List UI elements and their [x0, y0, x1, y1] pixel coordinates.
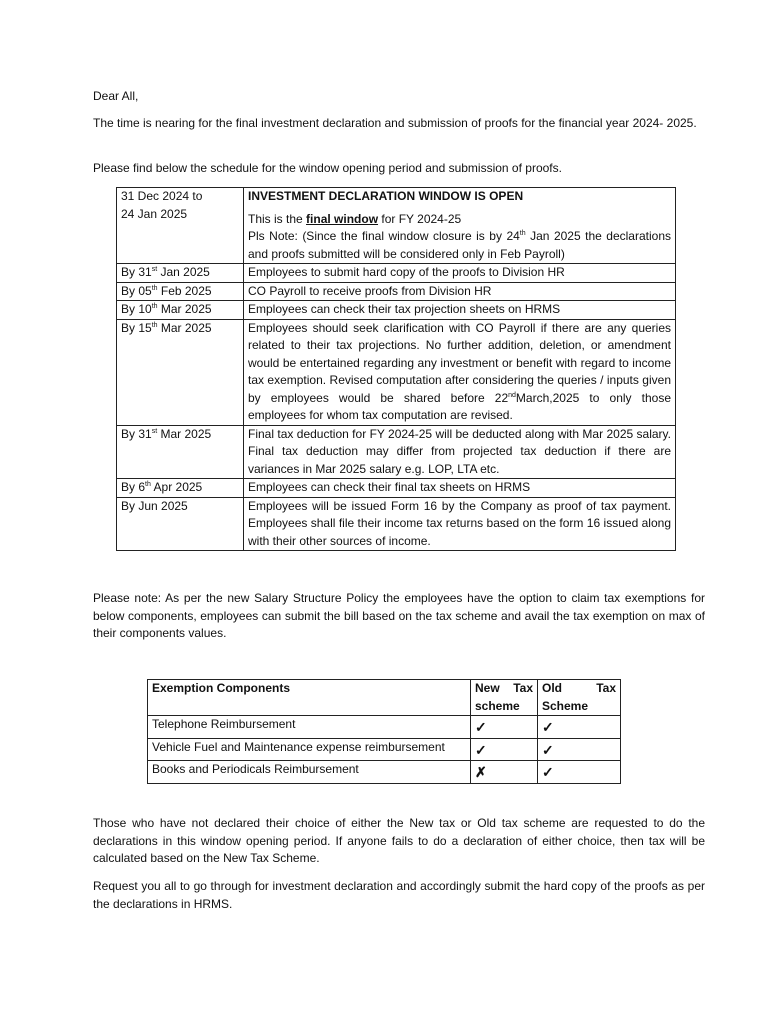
exemptions-table	[147, 679, 621, 784]
description-cell: Employees should seek clarification with CO Payroll if there are any queries related to their tax projections. No further addition, deletion, or amendment would be entertained regarding any investment or benefit with regard to income tax exemption. Revised computation after considering the queries / inputs given by employees would be shared before 22ndMarch,2025 to only those employees for whom tax computation are revised.	[244, 319, 676, 425]
new-tax-mark	[471, 738, 538, 761]
table-row	[117, 425, 676, 479]
new-tax-mark	[471, 716, 538, 739]
table-row	[117, 497, 676, 551]
table-header-row	[148, 680, 621, 716]
check-icon: ✓	[542, 719, 554, 735]
table-row	[148, 761, 621, 784]
header-new-tax: New Tax scheme	[471, 680, 538, 716]
window-heading: INVESTMENT DECLARATION WINDOW IS OPEN	[248, 189, 524, 203]
final-window-line: This is the final window for FY 2024-25	[248, 211, 462, 226]
date-cell: By Jun 2025	[117, 497, 244, 551]
old-tax-mark	[538, 761, 621, 784]
component-name: Telephone Reimbursement	[148, 716, 471, 739]
new-tax-mark	[471, 761, 538, 784]
description-cell: CO Payroll to receive proofs from Division HR	[244, 282, 676, 301]
old-tax-mark	[538, 738, 621, 761]
old-tax-mark	[538, 716, 621, 739]
date-cell: By 15th Mar 2025	[117, 319, 244, 425]
component-name: Books and Periodicals Reimbursement	[148, 761, 471, 784]
table-row	[117, 188, 676, 264]
closing-paragraph-1: Those who have not declared their choice of either the New tax or Old tax scheme are requested to do the declarations in this window opening period. If anyone fails to do a declaration of either choice, then tax will be calculated based on the New Tax Scheme.	[93, 816, 705, 865]
description-cell: Employees can check their tax projection sheets on HRMS	[244, 301, 676, 320]
description-cell	[244, 188, 676, 264]
check-icon: ✓	[475, 741, 487, 758]
header-old-tax: Old Tax Scheme	[538, 680, 621, 716]
intro-paragraph: The time is nearing for the final investment declaration and submission of proofs for the financial year 2024- 2025.	[93, 116, 697, 130]
check-icon: ✓	[542, 764, 554, 780]
description-cell: Employees to submit hard copy of the proofs to Division HR	[244, 264, 676, 283]
date-cell: 31 Dec 2024 to 24 Jan 2025	[117, 188, 244, 264]
date-cell: By 31st Mar 2025	[117, 425, 244, 479]
component-name: Vehicle Fuel and Maintenance expense reimbursement	[148, 738, 471, 761]
date-cell: By 05th Feb 2025	[117, 282, 244, 301]
description-cell: Employees can check their final tax sheets on HRMS	[244, 479, 676, 498]
check-icon: ✓	[542, 741, 554, 758]
schedule-intro: Please find below the schedule for the window opening period and submission of proofs.	[93, 161, 562, 175]
closing-paragraph-2: Request you all to go through for investment declaration and accordingly submit the hard copy of the proofs as per the declarations in HRMS.	[93, 879, 705, 911]
window-note: Pls Note: (Since the final window closure is by 24th Jan 2025 the declarations and proofs submitted will be considered only in Feb Payroll)	[248, 229, 671, 261]
table-row	[117, 319, 676, 425]
schedule-table	[116, 187, 676, 551]
policy-note: Please note: As per the new Salary Structure Policy the employees have the option to claim tax exemptions for below components, employees can submit the bill based on the tax scheme and avail the tax exemption on max of their components values.	[93, 591, 705, 640]
table-row	[148, 738, 621, 761]
date-cell: By 10th Mar 2025	[117, 301, 244, 320]
description-cell: Employees will be issued Form 16 by the Company as proof of tax payment. Employees shall file their income tax returns based on the form 16 issued along with their other sources of income.	[244, 497, 676, 551]
table-row	[117, 479, 676, 498]
description-cell: Final tax deduction for FY 2024-25 will be deducted along with Mar 2025 salary. Final tax deduction may differ from projected tax deduction if there are variances in Mar 2025 salary e.g. LOP, LTA etc.	[244, 425, 676, 479]
table-row	[148, 716, 621, 739]
cross-icon: ✗	[475, 764, 487, 780]
date-cell: By 6th Apr 2025	[117, 479, 244, 498]
header-components: Exemption Components	[148, 680, 471, 716]
table-row	[117, 282, 676, 301]
greeting: Dear All,	[93, 89, 139, 103]
table-row	[117, 264, 676, 283]
check-icon: ✓	[475, 719, 487, 735]
date-cell: By 31st Jan 2025	[117, 264, 244, 283]
table-row	[117, 301, 676, 320]
